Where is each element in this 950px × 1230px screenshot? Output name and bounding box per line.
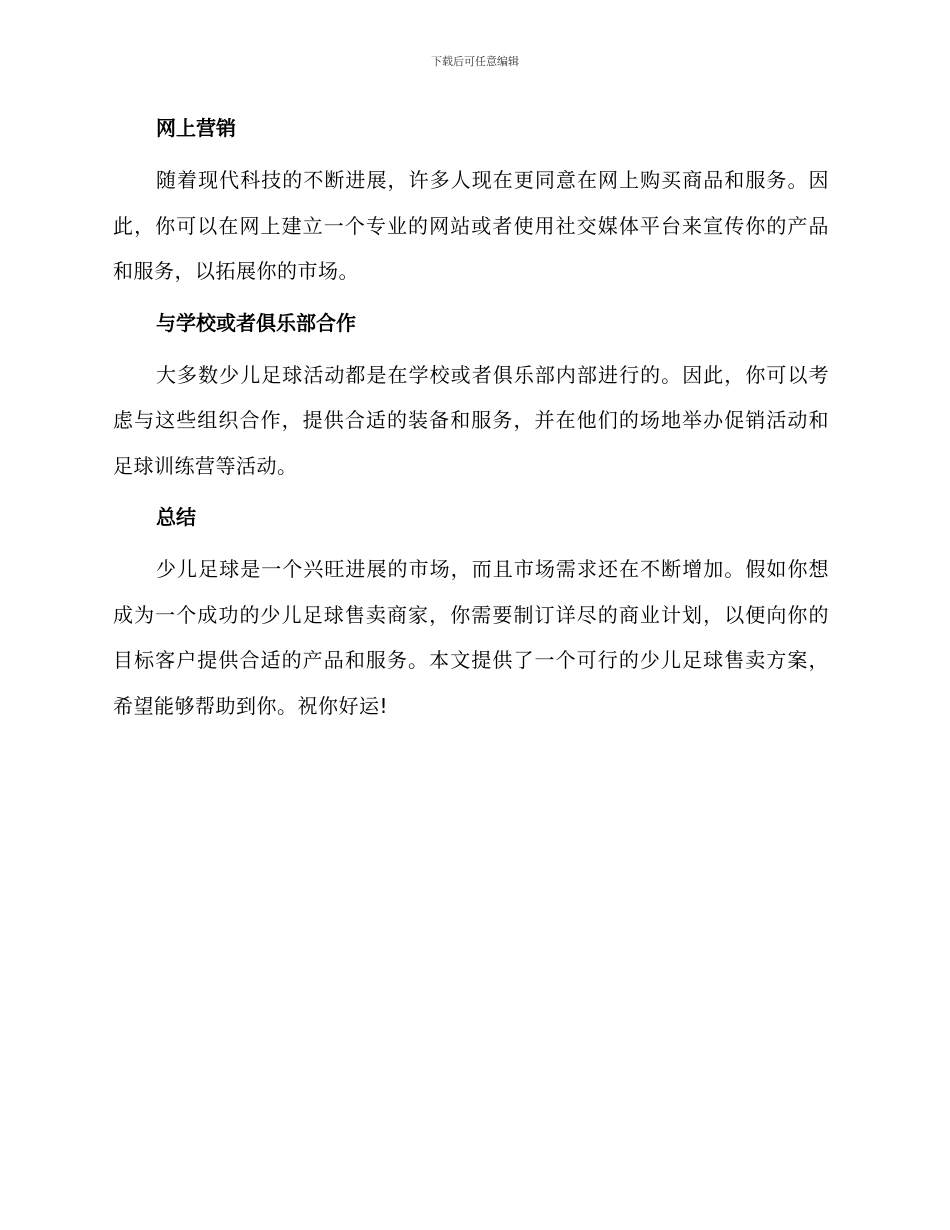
section-heading: 与学校或者俱乐部合作 <box>156 310 356 335</box>
section-online-marketing <box>113 112 829 295</box>
section-school-club-cooperation <box>113 307 829 490</box>
section-heading: 总结 <box>156 505 196 529</box>
section-summary <box>113 501 829 729</box>
section-paragraph: 大多数少儿足球活动都是在学校或者俱乐部内部进行的。因此，你可以考虑与这些组织合作，提供合适的装备和服务，并在他们的场地举办促销活动和足球训练营等活动。 <box>113 362 829 478</box>
section-paragraph: 少儿足球是一个兴旺进展的市场，而且市场需求还在不断增加。假如你想成为一个成功的少儿足球售卖商家，你需要制订详尽的商业计划，以便向你的目标客户提供合适的产品和服务。本文提供了一个可行的少儿足球售卖方案，希望能够帮助到你。祝你好运! <box>113 557 829 718</box>
section-heading: 网上营销 <box>156 116 236 140</box>
header-note: 下载后可任意编辑 <box>431 55 519 68</box>
document-content <box>113 112 829 741</box>
section-paragraph: 随着现代科技的不断进展，许多人现在更同意在网上购买商品和服务。因此，你可以在网上建立一个专业的网站或者使用社交媒体平台来宣传你的产品和服务，以拓展你的市场。 <box>113 168 829 283</box>
